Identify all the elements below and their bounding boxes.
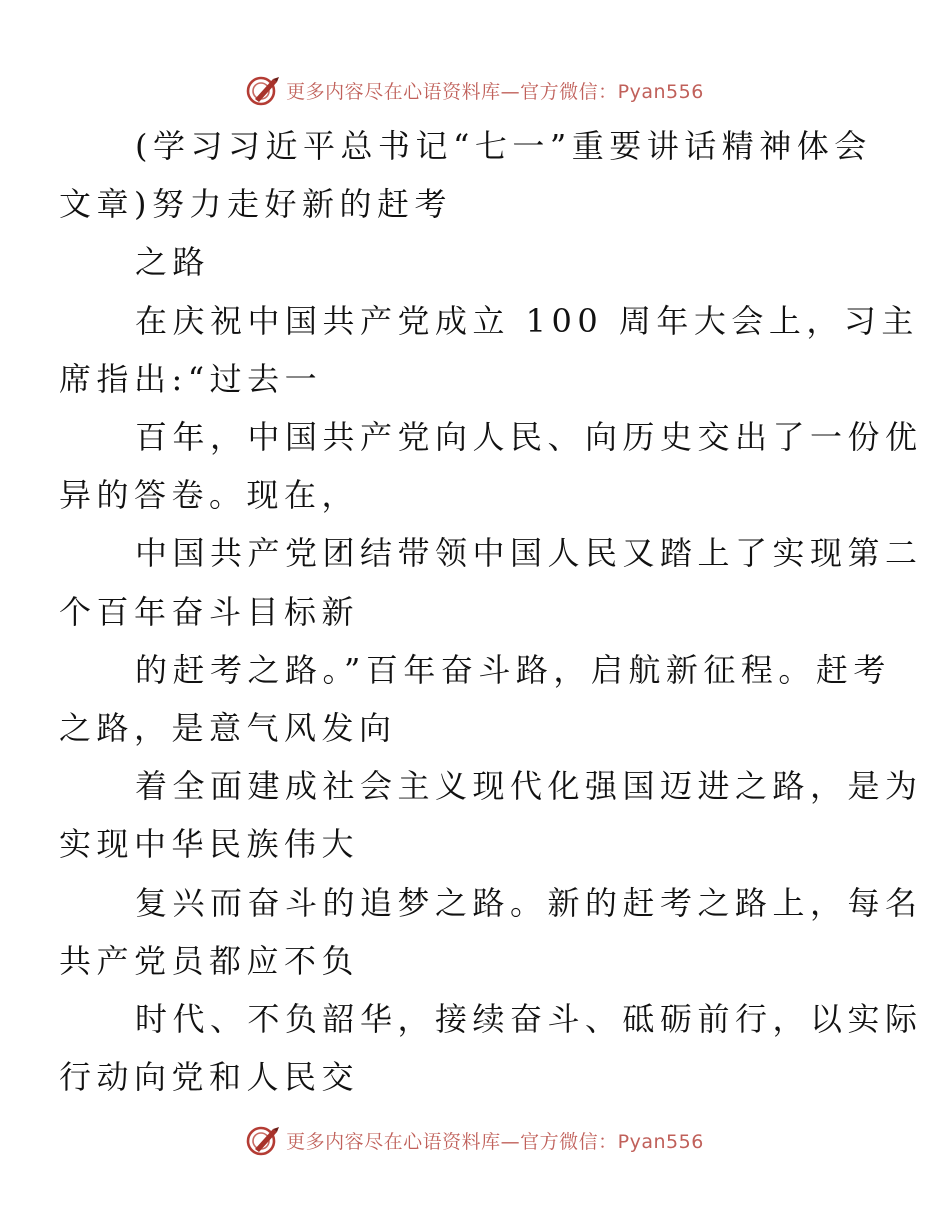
paragraph — [59, 874, 923, 990]
watermark-text: 更多内容尽在心语资料库—官方微信：Pyan556 — [286, 1130, 704, 1153]
text-line: 在庆祝中国共产党成立 100 周年大会上，习主 — [135, 301, 919, 340]
paragraph — [97, 233, 857, 291]
text-line: 中国共产党团结带领中国人民又踏上了实现第二 — [135, 534, 923, 573]
text-line: 百年，中国共产党向人民、向历史交出了一份优 — [135, 418, 923, 457]
text-line: 之路 — [135, 243, 211, 282]
text-line: 实现中华民族伟大 — [59, 825, 360, 864]
text-line: 复兴而奋斗的追梦之路。新的赶考之路上，每名 — [135, 883, 923, 922]
text-line: 之路，是意气风发向 — [59, 709, 397, 748]
paragraph — [59, 524, 923, 640]
document-body — [59, 117, 923, 1106]
text-line: 个百年奋斗目标新 — [59, 592, 360, 631]
text-line: (学习习近平总书记“七一”重要讲话精神体会 — [135, 127, 872, 165]
text-line: 席指出:“过去一 — [59, 359, 323, 398]
paragraph — [59, 641, 891, 757]
text-line: 时代、不负韶华，接续奋斗、砥砺前行，以实际 — [135, 1000, 923, 1039]
watermark-footer — [0, 1120, 950, 1160]
pen-logo-icon — [246, 73, 280, 107]
watermark-header — [0, 70, 950, 110]
text-line: 共产党员都应不负 — [59, 941, 360, 980]
paragraph-title — [59, 117, 872, 233]
paragraph — [59, 757, 923, 873]
watermark-text: 更多内容尽在心语资料库—官方微信：Pyan556 — [286, 80, 704, 103]
paragraph — [59, 990, 923, 1106]
text-line: 文章)努力走好新的赶考 — [59, 185, 452, 224]
text-line: 异的答卷。现在， — [59, 476, 360, 515]
paragraph — [59, 292, 919, 408]
text-line: 行动向党和人民交 — [59, 1058, 360, 1097]
text-line: 的赶考之路。”百年奋斗路，启航新征程。赶考 — [135, 650, 891, 689]
pen-logo-icon — [246, 1123, 280, 1157]
paragraph — [59, 408, 923, 524]
text-line: 着全面建成社会主义现代化强国迈进之路，是为 — [135, 767, 923, 806]
